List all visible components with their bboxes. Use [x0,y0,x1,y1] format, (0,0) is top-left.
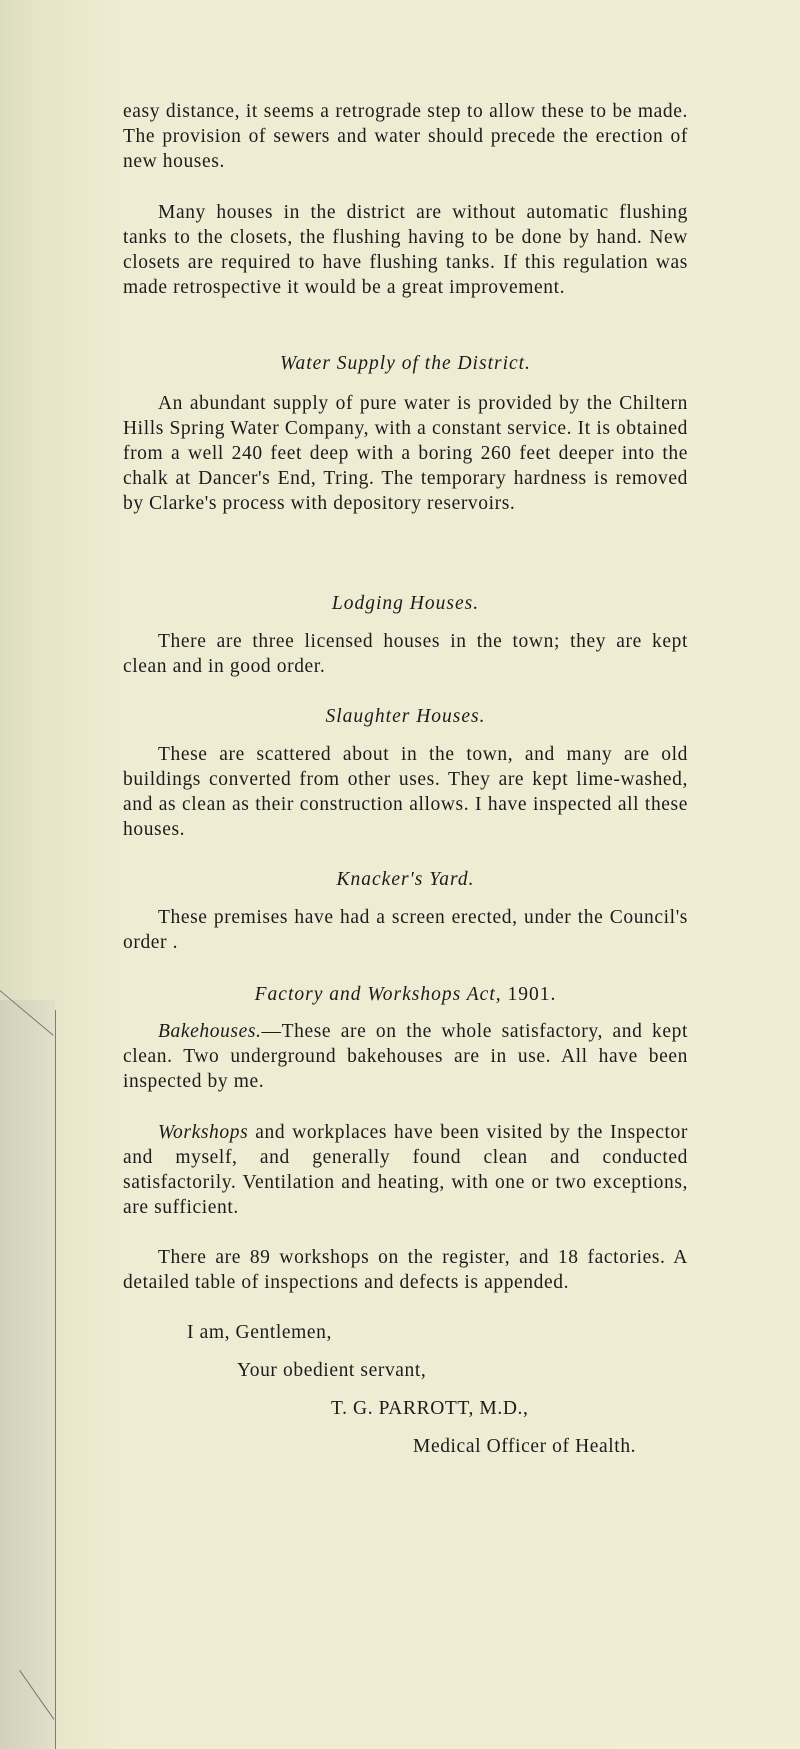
slaughter-houses-section [123,704,688,729]
signature-title: Medical Officer of Health. [413,1436,637,1457]
lodging-houses-section [123,591,688,616]
workshops-label: Workshops [158,1122,249,1143]
intro-paragraph: easy distance, it seems a retrograde step to allow these to be made. The provision of sewers and water should precede the erection of new houses. [123,101,688,172]
bakehouses-block [123,1019,688,1094]
knackers-yard-heading: Knacker's Yard. [336,869,475,890]
signature-name: T. G. PARROTT, M.D., [331,1398,529,1419]
water-supply-heading: Water Supply of the District. [280,353,531,374]
slaughter-houses-body-block [123,742,688,842]
page-edge-line [55,1010,56,1749]
page-edge-shadow [0,1000,55,1749]
knackers-yard-section [123,867,688,892]
lodging-houses-body: There are three licensed houses in the town; they are kept clean and in good order. [123,631,688,677]
water-supply-body-block [123,391,688,516]
factory-act-heading [123,982,688,1007]
flushing-paragraph-block [123,200,688,300]
bakehouses-paragraph [123,1019,688,1094]
knackers-yard-body: These premises have had a screen erected, under the Council's order . [123,907,688,953]
workshops-block [123,1120,688,1220]
water-supply-body: An abundant supply of pure water is provided by the Chiltern Hills Spring Water Company, with a constant service. It is obtained from a well 240 feet deep with a boring 260 feet deeper into the chalk at Dancer's End, Tring. The temporary hardness is removed by Clarke's process with depository reservoirs. [123,393,688,514]
intro-paragraph-block [123,99,688,174]
register-block [123,1245,688,1295]
factory-act-heading-title: Factory and Workshops Act, [254,984,502,1005]
lodging-houses-heading: Lodging Houses. [331,593,480,614]
workshops-paragraph [123,1120,688,1220]
factory-act-heading-year: 1901. [507,984,557,1005]
signature-closing: Your obedient servant, [237,1360,427,1381]
slaughter-houses-heading: Slaughter Houses. [325,706,486,727]
signature-salutation: I am, Gentlemen, [187,1322,332,1343]
lodging-houses-body-block [123,629,688,679]
register-paragraph: There are 89 workshops on the register, and 18 factories. A detailed table of inspections and defects is appended. [123,1247,688,1293]
workshops-body: and workplaces have been visited by the Inspector and myself, and generally found clean and conducted satisfactorily. Ventilation and heating, with one or two exceptions, are sufficient. [123,1122,688,1218]
bakehouses-label: Bakehouses. [158,1021,262,1042]
slaughter-houses-body: These are scattered about in the town, and many are old buildings converted from other uses. They are kept lime-washed, and as clean as their construction allows. I have inspected all these houses. [123,744,688,840]
factory-act-section [123,982,688,1007]
water-supply-section [123,351,688,376]
bakehouses-body: —These are on the whole satisfactory, and kept clean. Two underground bakehouses are in use. All have been inspected by me. [123,1021,688,1092]
flushing-paragraph: Many houses in the district are without automatic flushing tanks to the closets, the flushing having to be done by hand. New closets are required to have flushing tanks. If this regulation was made retrospective it would be a great improvement. [123,202,688,298]
knackers-yard-body-block [123,905,688,955]
